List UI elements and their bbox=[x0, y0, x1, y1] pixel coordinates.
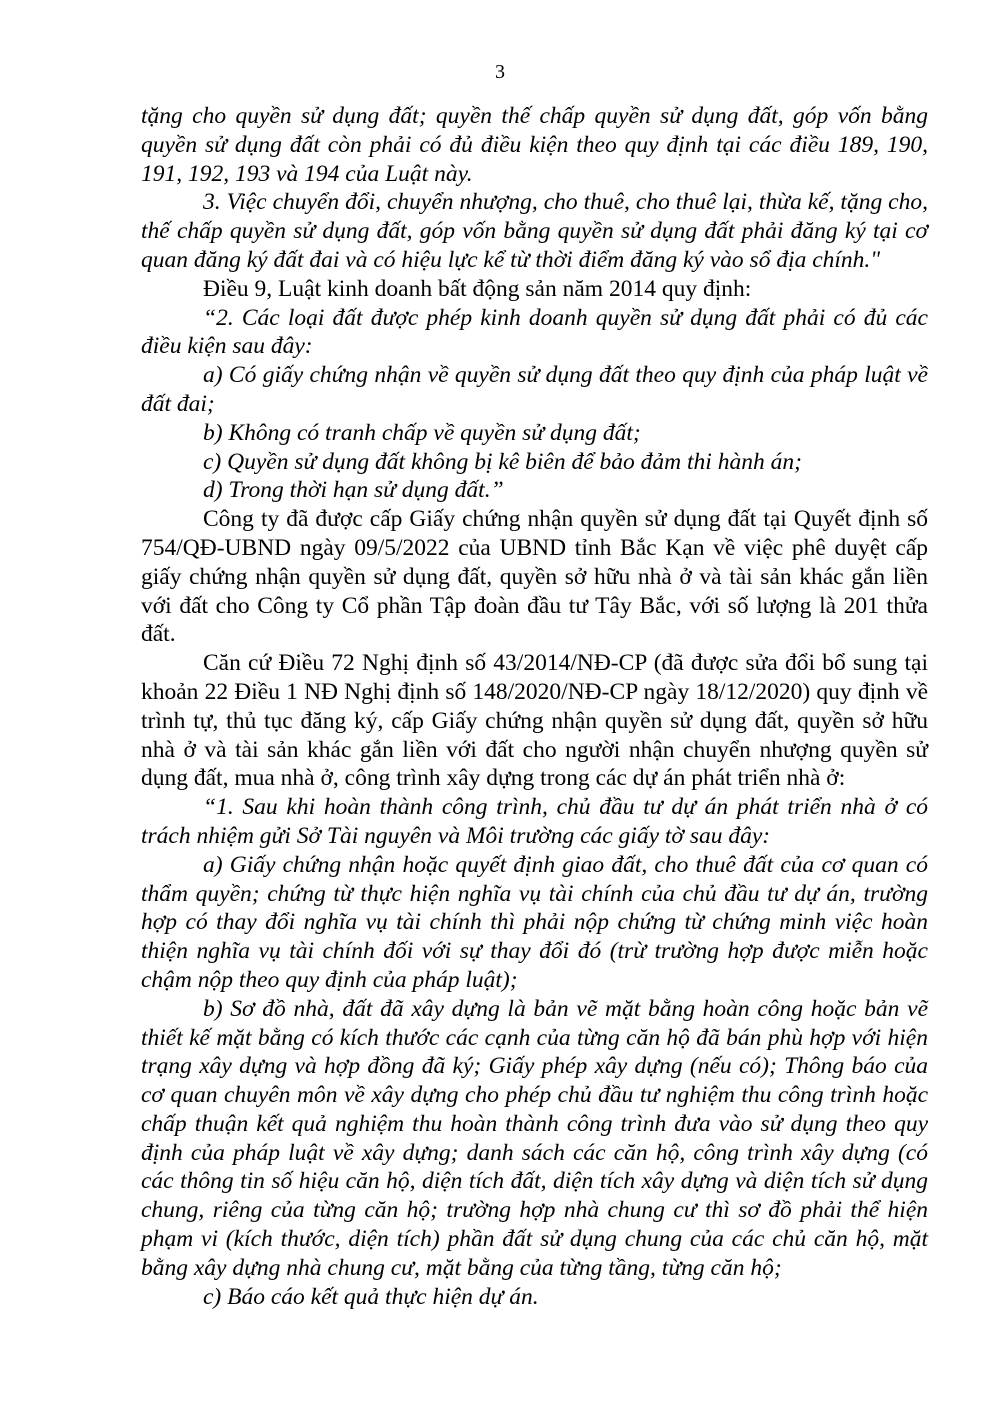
paragraph-land-law-clause-3: 3. Việc chuyển đổi, chuyển nhượng, cho thuê, cho thuê lại, thừa kế, tặng cho, thế chấp quyền sử dụng đất, góp vốn bằng quyền sử dụng đất phải đăng ký tại cơ quan đăng ký đất đai và có hiệu lực kể từ thời điểm đăng ký vào sổ địa chính." bbox=[141, 189, 928, 273]
quote-item-c: c) Quyền sử dụng đất không bị kê biên để bảo đảm thi hành án; bbox=[203, 448, 802, 475]
quote-article-9-clause-2: “2. Các loại đất được phép kinh doanh quyền sử dụng đất phải có đủ các điều kiện sau đây: bbox=[141, 304, 928, 360]
document-body bbox=[141, 102, 928, 1311]
quote-decree-item-b: b) Sơ đồ nhà, đất đã xây dựng là bản vẽ mặt bằng hoàn công hoặc bản vẽ thiết kế mặt bằng có kích thước các cạnh của từng căn hộ đã bán phù hợp với hiện trạng xây dựng và hợp đồng đã ký; Giấy phép xây dựng (nếu có); Thông báo của cơ quan chuyên môn về xây dựng cho phép chủ đầu tư nghiệm thu công trình hoặc chấp thuận kết quả nghiệm thu hoàn thành công trình đưa vào sử dụng theo quy định của pháp luật về xây dựng; danh sách các căn hộ, công trình xây dựng (có các thông tin số hiệu căn hộ, diện tích đất, diện tích xây dựng và diện tích sử dụng chung, riêng của từng căn hộ; trường hợp nhà chung cư thì sơ đồ phải thể hiện phạm vi (kích thước, diện tích) phần đất sử dụng chung của các chủ căn hộ, mặt bằng xây dựng nhà chung cư, mặt bằng của từng tầng, từng căn hộ; bbox=[141, 995, 928, 1281]
paragraph-real-estate-law-article-9: Điều 9, Luật kinh doanh bất động sản năm 2014 quy định: bbox=[203, 275, 752, 302]
page-number: 3 bbox=[495, 61, 505, 83]
paragraph-land-law-clause-continuation: tặng cho quyền sử dụng đất; quyền thế chấp quyền sử dụng đất, góp vốn bằng quyền sử dụng đất còn phải có đủ điều kiện theo quy định tại các điều 189, 190, 191, 192, 193 và 194 của Luật này. bbox=[141, 103, 928, 187]
quote-decree-item-a: a) Giấy chứng nhận hoặc quyết định giao đất, cho thuê đất của cơ quan có thẩm quyền; chứng từ thực hiện nghĩa vụ tài chính của chủ đầu tư dự án, trường hợp có thay đổi nghĩa vụ tài chính thì phải nộp chứng từ chứng minh việc hoàn thiện nghĩa vụ tài chính đối với sự thay đổi đó (trừ trường hợp được miễn hoặc chậm nộp theo quy định của pháp luật); bbox=[141, 851, 928, 993]
quote-item-b: b) Không có tranh chấp về quyền sử dụng đất; bbox=[203, 419, 641, 446]
paragraph-company-certificate: Công ty đã được cấp Giấy chứng nhận quyền sử dụng đất tại Quyết định số 754/QĐ-UBND ngày 09/5/2022 của UBND tỉnh Bắc Kạn về việc phê duyệt cấp giấy chứng nhận quyền sử dụng đất, quyền sở hữu nhà ở và tài sản khác gắn liền với đất cho Công ty Cổ phần Tập đoàn đầu tư Tây Bắc, với số lượng là 201 thửa đất. bbox=[141, 506, 928, 648]
quote-decree-item-c: c) Báo cáo kết quả thực hiện dự án. bbox=[203, 1283, 539, 1310]
quote-item-d: d) Trong thời hạn sử dụng đất.” bbox=[203, 477, 504, 504]
quote-decree-clause-1: “1. Sau khi hoàn thành công trình, chủ đầu tư dự án phát triển nhà ở có trách nhiệm gửi Sở Tài nguyên và Môi trường các giấy tờ sau đây: bbox=[141, 794, 928, 849]
quote-item-a: a) Có giấy chứng nhận về quyền sử dụng đất theo quy định của pháp luật về đất đai; bbox=[141, 362, 928, 417]
paragraph-decree-article-72: Căn cứ Điều 72 Nghị định số 43/2014/NĐ-CP (đã được sửa đổi bổ sung tại khoản 22 Điều 1 NĐ Nghị định số 148/2020/NĐ-CP ngày 18/12/2020) quy định về trình tự, thủ tục đăng ký, cấp Giấy chứng nhận quyền sử dụng đất, quyền sở hữu nhà ở và tài sản khác gắn liền với đất cho người nhận chuyển nhượng quyền sử dụng đất, mua nhà ở, công trình xây dựng trong các dự án phát triển nhà ở: bbox=[141, 650, 928, 792]
